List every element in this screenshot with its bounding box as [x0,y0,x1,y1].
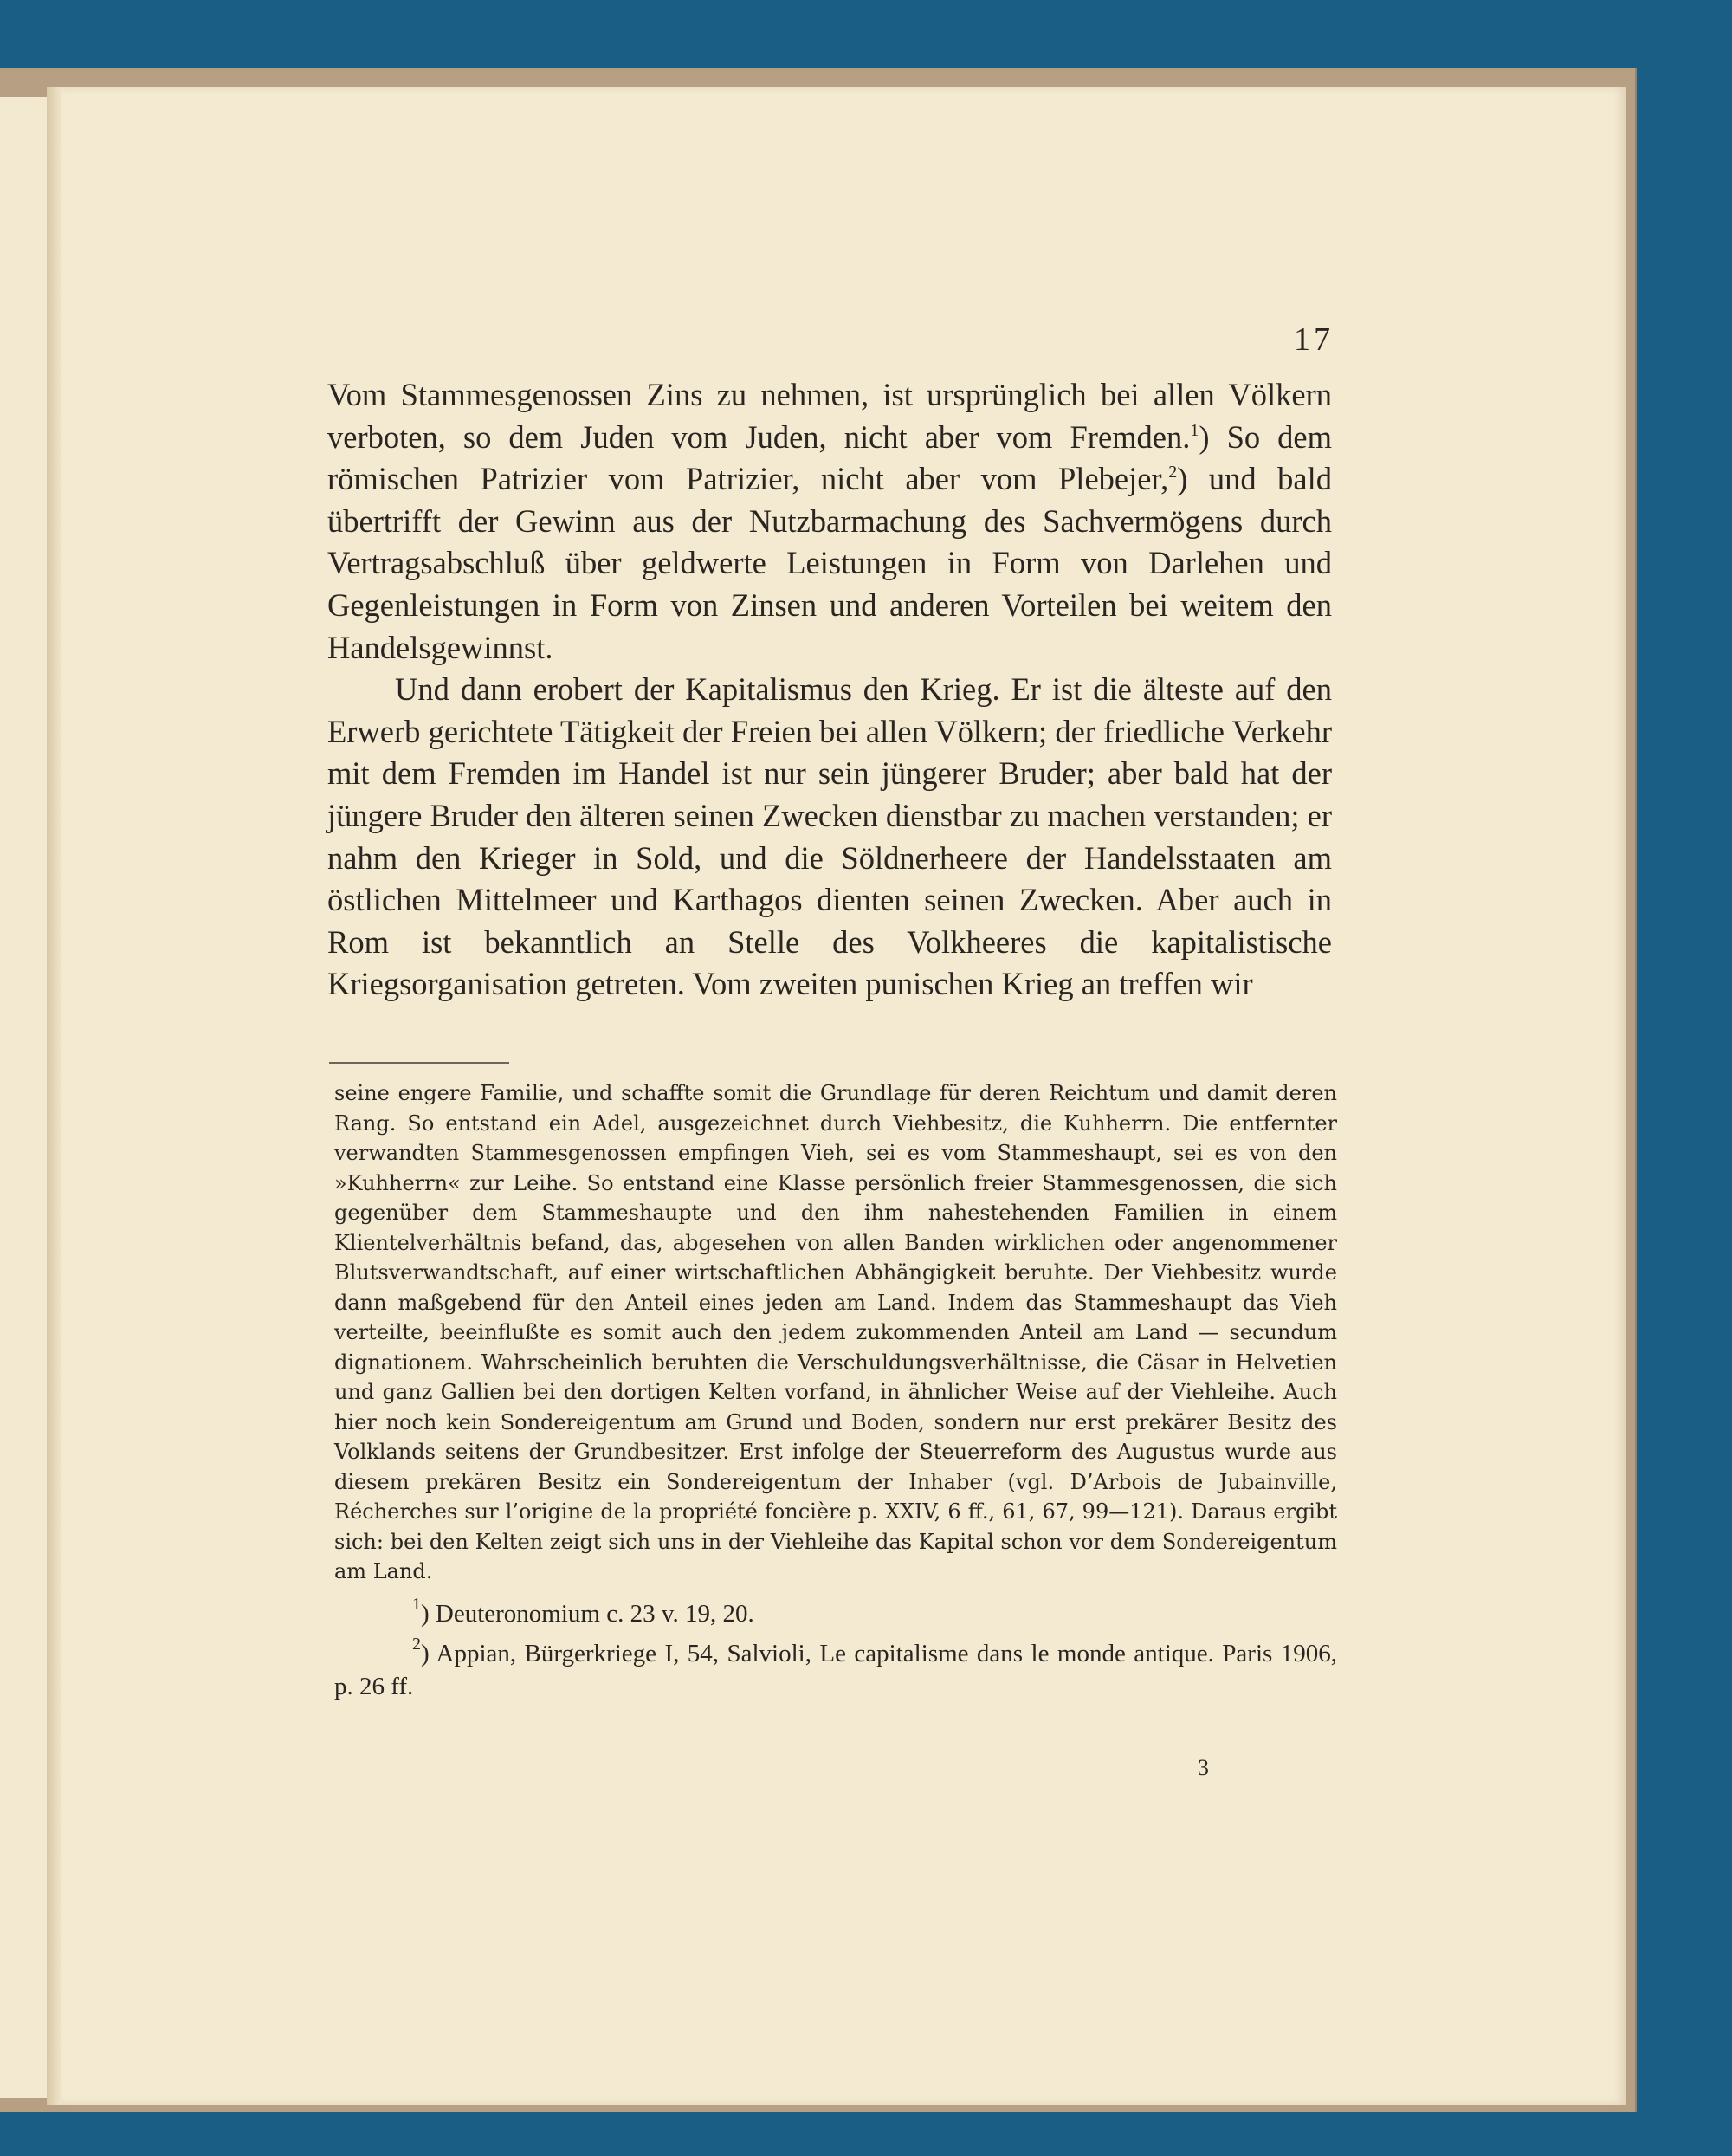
footnote-divider [329,1062,509,1064]
footnotes [334,1078,1337,1703]
footnote-1-text: ) Deuteronomium c. 23 v. 19, 20. [421,1599,754,1628]
footnote-1 [334,1594,1337,1630]
paragraph-1-part-c: ) und bald übertrifft der Gewinn aus der Nutzbarmachung des Sachvermögens durch Vertragsabschluß über geldwerte Leistungen in Form von Darlehen und Gegenleistungen in Form von Zinsen und anderen Vorteilen bei weitem den Handelsgewinnst. [327,461,1333,665]
printer-signature-mark: 3 [1198,1755,1209,1780]
footnote-2-text: ) Appian, Bürgerkriege I, 54, Salvioli, Le capitalisme dans le monde antique. Paris 1906, p. 26 ff. [334,1639,1337,1700]
page-number: 17 [1294,321,1334,358]
footnote-2-marker: 2 [412,1634,421,1654]
left-page-edge [0,97,49,2098]
main-text [327,374,1332,1006]
footnote-continued: seine engere Familie, und schaffte somit die Grundlage für deren Reichtum und damit deren Rang. So entstand ein Adel, ausgezeichnet durch Viehbesitz, die Kuhherrn. Die entfernter verwandten Stammesgenossen empfingen Vieh, sei es vom Stammeshaupt, sei es von den »Kuhherrn« zur Leihe. So entstand eine Klasse persönlich freier Stammesgenossen, die sich gegenüber dem Stammeshaupte und den ihm nahestehenden Familien in einem Klientelverhältnis befand, das, abgesehen von allen Banden wirklichen oder angenommener Blutsverwandtschaft, auf einer wirtschaftlichen Abhängigkeit beruhte. Der Viehbesitz wurde dann maßgebend für den Anteil eines jeden am Land. Indem das Stammeshaupt das Vieh verteilte, beeinflußte es somit auch den jedem zukommenden Anteil am Land — secundum dignationem. Wahrscheinlich beruhten die Verschuldungsverhältnisse, die Cäsar in Helvetien und ganz Gallien bei den dortigen Kelten vorfand, in ähnlicher Weise auf der Viehleihe. Auch hier noch kein Sondereigentum am Grund und Boden, sondern nur erst prekärer Besitz des Volklands seitens der Grundbesitzer. Erst infolge der Steuerreform des Augustus wurde aus diesem prekären Besitz ein Sondereigentum der Inhaber (vgl. D’Arbois de Jubainville, Récherches sur l’origine de la propriété foncière p. XXIV, 6 ff., 61, 67, 99—121). Daraus ergibt sich: bei den Kelten zeigt sich uns in der Viehleihe das Kapital schon vor dem Sondereigentum am Land. [334,1081,1337,1583]
book-gutter [47,87,61,2105]
paragraph-1-part-b: ) So dem römischen Patrizier vom Patrizier, nicht aber vom Plebejer, [327,418,1333,497]
footnote-2 [334,1634,1337,1703]
paragraph-1-part-a: Vom Stammesgenossen Zins zu nehmen, ist ursprünglich bei allen Völkern verboten, so dem Juden vom Juden, nicht aber vom Fremden. [327,377,1332,455]
paragraph-1 [327,374,1332,669]
paragraph-2: Und dann erobert der Kapitalismus den Krieg. Er ist die älteste auf den Erwerb gerichtete Tätigkeit der Freien bei allen Völkern; der friedliche Verkehr mit dem Fremden im Handel ist nur sein jüngerer Bruder; aber bald hat der jüngere Bruder den älteren seinen Zwecken dienstbar zu machen verstanden; er nahm den Krieger in Sold, und die Söldnerheere der Handelsstaaten am östlichen Mittelmeer und Karthagos dienten seinen Zwecken. Aber auch in Rom ist bekanntlich an Stelle des Volkheeres die kapitalistische Kriegsorganisation getreten. Vom zweiten punischen Krieg an treffen wir [327,671,1332,1002]
footnote-ref-2: 2 [1168,463,1178,482]
footnote-1-marker: 1 [412,1594,421,1614]
footnote-ref-1: 1 [1190,420,1199,440]
